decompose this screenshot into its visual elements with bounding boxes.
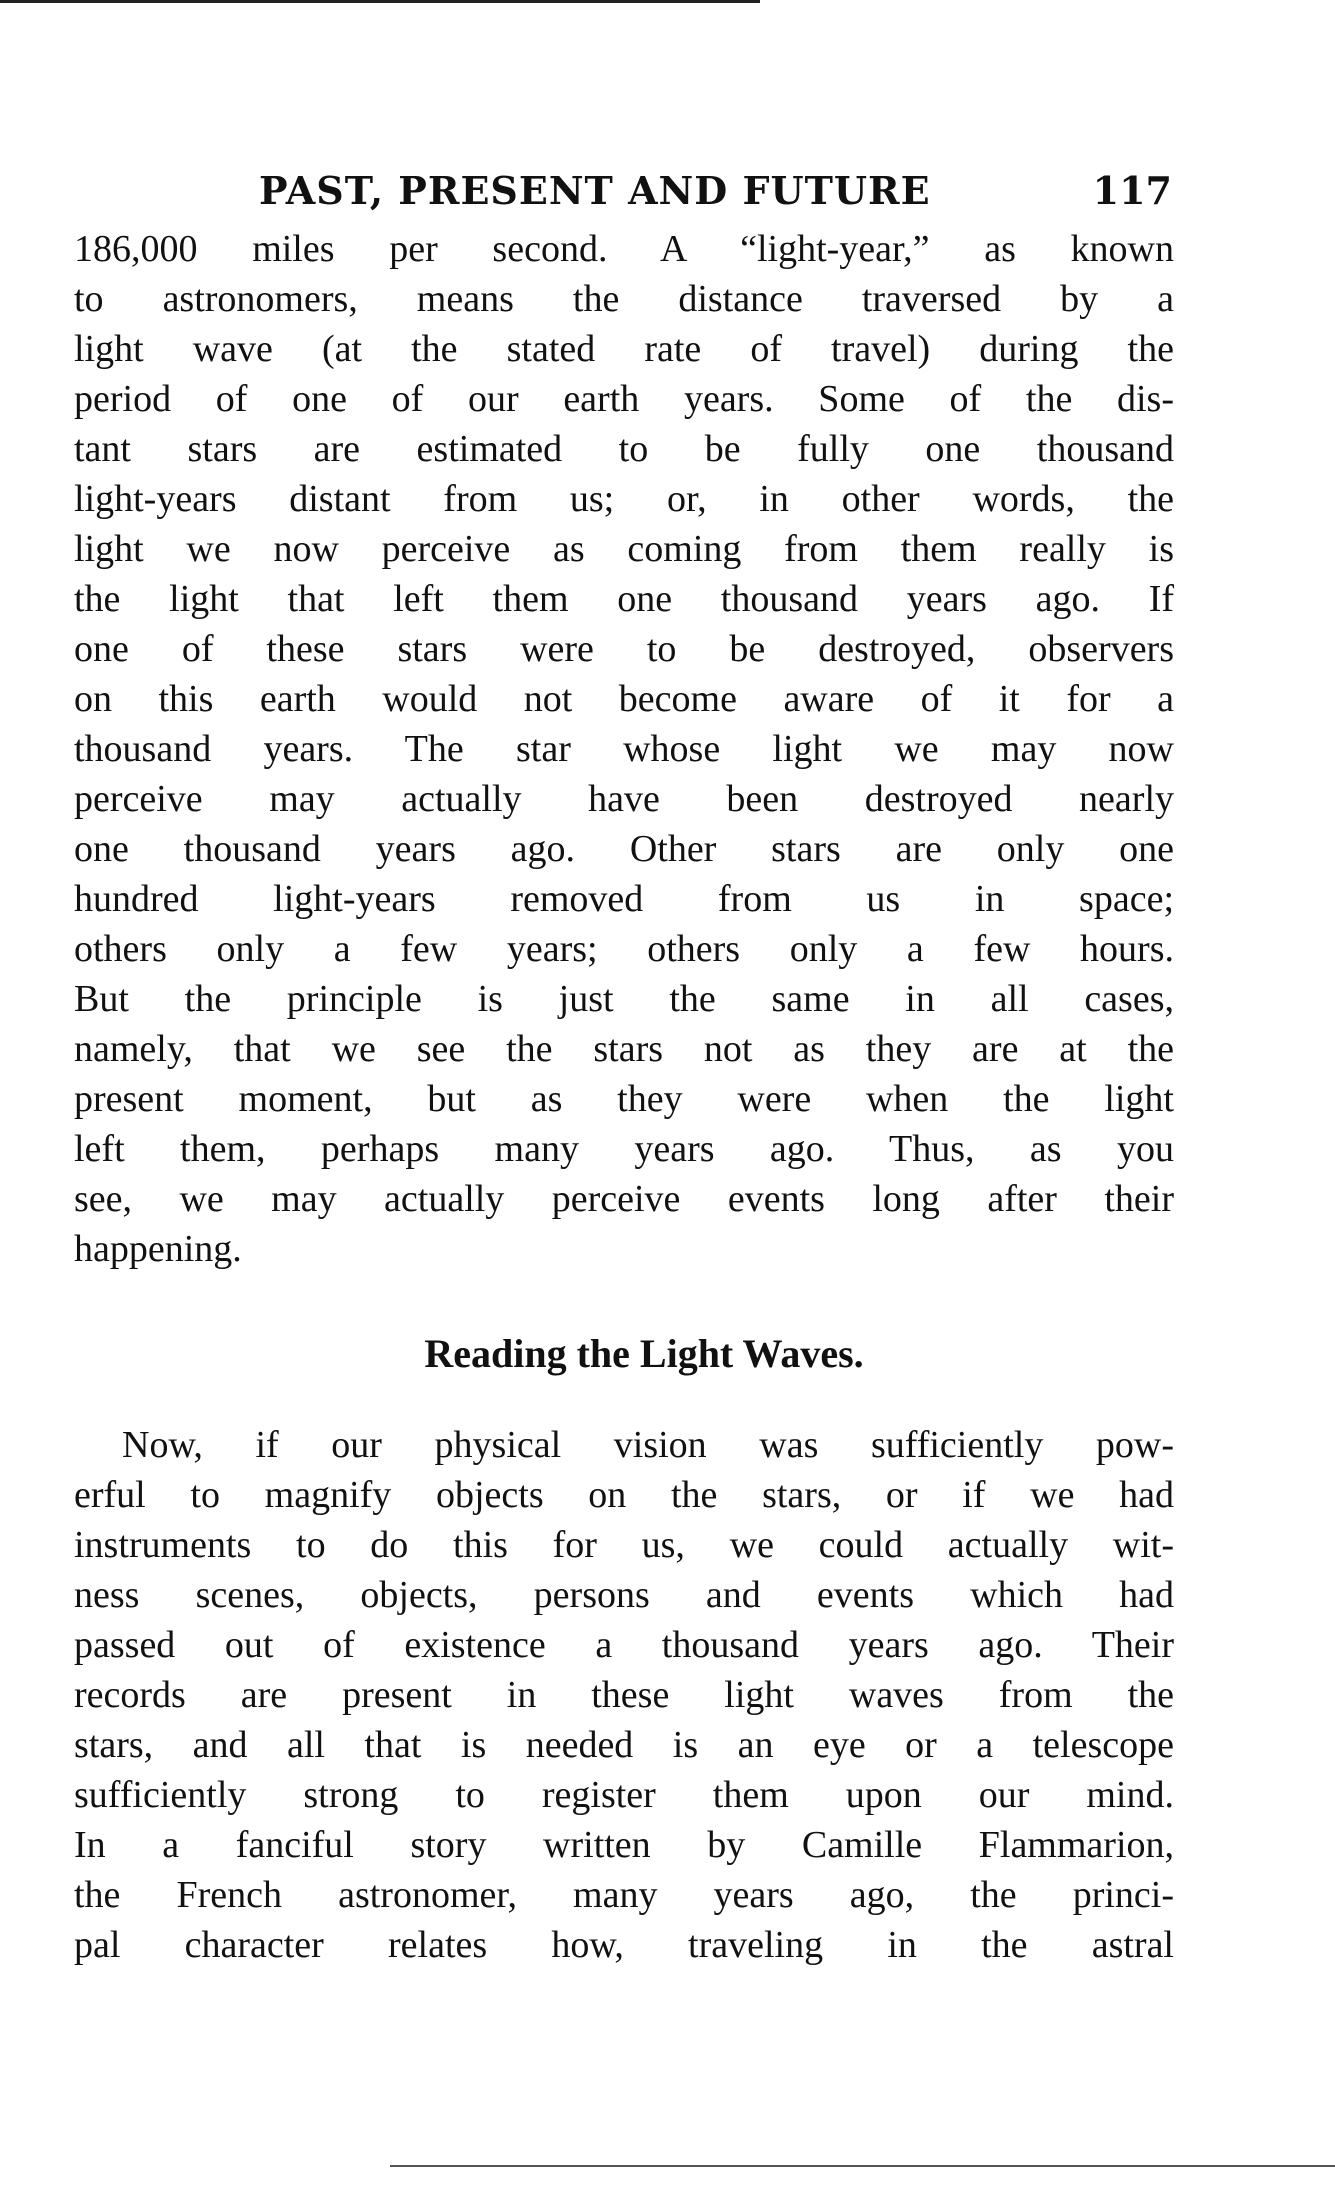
text-line: In a fanciful story written by Camille Flammarion, xyxy=(74,1824,1174,1866)
text-line: the light that left them one thousand years ago. If xyxy=(74,578,1174,620)
bottom-rule xyxy=(390,2165,1335,2167)
paragraph-2 xyxy=(74,1420,1174,1970)
text-line: records are present in these light waves from the xyxy=(74,1674,1174,1716)
text-line: light we now perceive as coming from them really is xyxy=(74,528,1174,570)
text-line: the French astronomer, many years ago, the princi- xyxy=(74,1874,1174,1916)
text-line: happening. xyxy=(74,1228,242,1270)
text-line: light-years distant from us; or, in other words, the xyxy=(74,478,1174,520)
text-line: period of one of our earth years. Some of the dis- xyxy=(74,378,1174,420)
text-line: ness scenes, objects, persons and events which had xyxy=(74,1574,1174,1616)
text-line: light wave (at the stated rate of travel) during the xyxy=(74,328,1174,370)
top-rule xyxy=(0,0,760,3)
text-line: sufficiently strong to register them upon our mind. xyxy=(74,1774,1174,1816)
text-line: perceive may actually have been destroyed nearly xyxy=(74,778,1174,820)
running-head xyxy=(74,160,1174,220)
text-line: stars, and all that is needed is an eye or a telescope xyxy=(74,1724,1174,1766)
text-line: instruments to do this for us, we could actually wit- xyxy=(74,1524,1174,1566)
book-page xyxy=(74,160,1174,1970)
text-line: hundred light-years removed from us in space; xyxy=(74,878,1174,920)
text-line: passed out of existence a thousand years ago. Their xyxy=(74,1624,1174,1666)
text-line: on this earth would not become aware of it for a xyxy=(74,678,1174,720)
text-line: see, we may actually perceive events long after their xyxy=(74,1178,1174,1220)
text-line: Now, if our physical vision was sufficiently pow- xyxy=(122,1424,1174,1466)
text-line: left them, perhaps many years ago. Thus, as you xyxy=(74,1128,1174,1170)
page-number: 117 xyxy=(1092,168,1172,213)
text-line: 186,000 miles per second. A “light-year,” as known xyxy=(74,228,1174,270)
running-title: PAST, PRESENT AND FUTURE xyxy=(259,168,931,213)
text-line: one thousand years ago. Other stars are only one xyxy=(74,828,1174,870)
text-line: others only a few years; others only a few hours. xyxy=(74,928,1174,970)
text-line: pal character relates how, traveling in the astral xyxy=(74,1924,1174,1966)
text-line: erful to magnify objects on the stars, or if we had xyxy=(74,1474,1174,1516)
text-line: to astronomers, means the distance traversed by a xyxy=(74,278,1174,320)
paragraph-1 xyxy=(74,224,1174,1274)
text-line: present moment, but as they were when the light xyxy=(74,1078,1174,1120)
section-heading: Reading the Light Waves. xyxy=(424,1331,864,1376)
text-line: one of these stars were to be destroyed, observers xyxy=(74,628,1174,670)
text-line: namely, that we see the stars not as they are at the xyxy=(74,1028,1174,1070)
text-line: thousand years. The star whose light we may now xyxy=(74,728,1174,770)
text-line: But the principle is just the same in all cases, xyxy=(74,978,1174,1020)
text-line: tant stars are estimated to be fully one thousand xyxy=(74,428,1174,470)
